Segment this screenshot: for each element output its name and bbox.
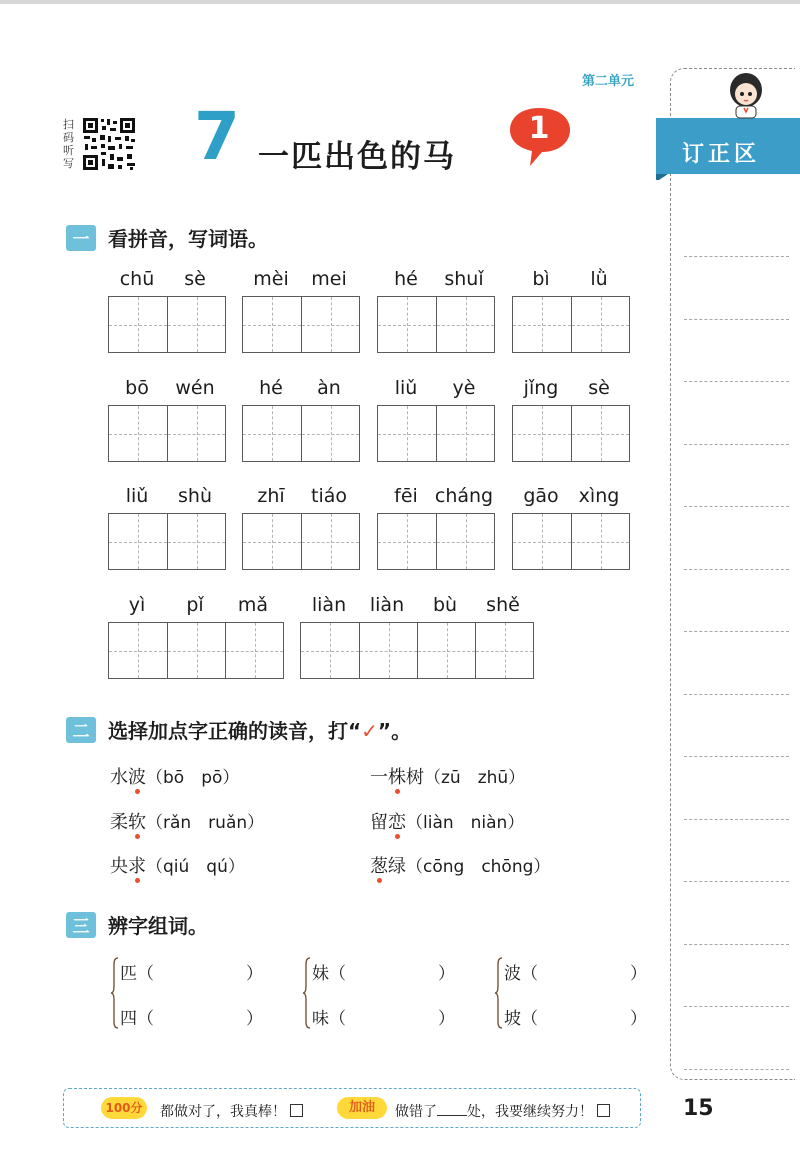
writing-cell[interactable] — [436, 514, 494, 569]
pinyin-syllable: pǐ — [186, 594, 204, 616]
correction-line — [684, 944, 789, 945]
pinyin-syllable: mǎ — [237, 594, 269, 616]
writing-cell[interactable] — [571, 406, 629, 461]
check-mark-icon: ✓ — [361, 719, 378, 743]
writing-cell[interactable] — [571, 514, 629, 569]
correction-line — [684, 1069, 789, 1070]
qr-code-icon[interactable] — [82, 117, 136, 171]
writing-grid[interactable] — [242, 513, 360, 570]
reading-options[interactable]: （qiú qú） — [146, 857, 245, 877]
section-1-title: 看拼音，写词语。 — [108, 227, 268, 251]
writing-grid[interactable] — [108, 513, 226, 570]
pinyin-syllable: bì — [532, 268, 550, 290]
writing-cell[interactable] — [417, 623, 475, 678]
writing-cell[interactable] — [378, 514, 436, 569]
pair-word[interactable]: 四（ — [120, 1009, 154, 1029]
reading-options[interactable]: （liàn niàn） — [406, 813, 525, 833]
reading-options[interactable]: （zū zhū） — [424, 768, 526, 788]
section-2-title — [108, 715, 411, 744]
reading-item — [110, 808, 264, 834]
emphasis-dot — [135, 878, 140, 883]
reading-item — [370, 808, 524, 834]
pinyin-syllable: bù — [432, 594, 458, 616]
writing-cell[interactable] — [109, 514, 167, 569]
writing-cell[interactable] — [475, 623, 533, 678]
writing-cell[interactable] — [359, 623, 417, 678]
writing-cell[interactable] — [436, 406, 494, 461]
correction-line — [684, 819, 789, 820]
full-score-badge: 100分 — [101, 1097, 147, 1119]
writing-cell[interactable] — [378, 406, 436, 461]
pinyin-syllable: shě — [486, 594, 520, 616]
writing-grid[interactable] — [512, 296, 630, 353]
period-number: 1 — [528, 111, 550, 146]
pinyin-syllable: liàn — [369, 594, 405, 616]
self-check-errors-text-b: 处，我要继续努力！ — [467, 1104, 593, 1120]
reading-options[interactable]: （cōng chōng） — [406, 857, 551, 877]
qr-label: 扫码听写 — [63, 118, 74, 170]
writing-grid[interactable] — [512, 405, 630, 462]
correction-line — [684, 756, 789, 757]
writing-cell[interactable] — [109, 623, 167, 678]
pinyin-syllable: mei — [311, 268, 347, 290]
pinyin-syllable: wén — [175, 377, 215, 399]
emphasis-dot — [135, 834, 140, 839]
writing-grid[interactable] — [377, 513, 495, 570]
reading-word: 一株树 — [370, 767, 424, 788]
writing-cell[interactable] — [167, 297, 225, 352]
closing-paren: ） — [630, 964, 647, 984]
writing-cell[interactable] — [436, 297, 494, 352]
pinyin-syllable: àn — [317, 377, 341, 399]
section-3-title: 辨字组词。 — [108, 914, 208, 938]
correction-column — [670, 68, 795, 1080]
pinyin-syllable: jǐng — [523, 377, 559, 399]
writing-cell[interactable] — [301, 514, 359, 569]
writing-cell[interactable] — [301, 623, 359, 678]
pinyin-syllable: yè — [452, 377, 476, 399]
writing-grid[interactable] — [242, 405, 360, 462]
keep-going-badge: 加油 — [337, 1097, 387, 1119]
pinyin-syllable: mèi — [253, 268, 289, 290]
section-1-header — [66, 223, 268, 252]
self-check-good-text: 都做对了，我真棒！ — [160, 1104, 286, 1120]
pinyin-syllable: sè — [588, 377, 610, 399]
self-check-errors-text-a: 做错了 — [395, 1104, 437, 1120]
closing-paren: ） — [246, 1009, 263, 1029]
reading-options[interactable]: （bō pō） — [146, 768, 240, 788]
section-1-badge: 一 — [66, 225, 96, 251]
top-edge — [0, 0, 800, 4]
correction-line — [684, 506, 789, 507]
writing-grid[interactable] — [108, 296, 226, 353]
closing-paren: ） — [630, 1009, 647, 1029]
writing-grid[interactable] — [242, 296, 360, 353]
brace-icon — [110, 956, 120, 1030]
section-2-badge: 二 — [66, 717, 96, 743]
writing-cell[interactable] — [513, 406, 571, 461]
closing-paren: ） — [438, 964, 455, 984]
pinyin-syllable: lǜ — [590, 268, 608, 290]
self-check-errors — [395, 1101, 610, 1121]
writing-cell[interactable] — [513, 297, 571, 352]
writing-cell[interactable] — [243, 514, 301, 569]
writing-grid[interactable] — [108, 405, 226, 462]
correction-line — [684, 1006, 789, 1007]
writing-cell[interactable] — [167, 623, 225, 678]
pinyin-syllable: cháng — [434, 485, 494, 507]
correction-line — [684, 381, 789, 382]
reading-item — [110, 852, 245, 878]
correction-line — [684, 256, 789, 257]
self-check-errors-checkbox[interactable] — [597, 1104, 610, 1117]
section-2-title-suffix: ”。 — [377, 719, 412, 743]
correction-line — [684, 444, 789, 445]
period-badge — [508, 106, 580, 174]
reading-word: 留恋 — [370, 812, 406, 833]
section-2-header — [66, 715, 411, 744]
emphasis-dot — [395, 789, 400, 794]
writing-grid[interactable] — [377, 296, 495, 353]
reading-word: 央求 — [110, 856, 146, 877]
pair-word[interactable]: 波（ — [504, 964, 538, 984]
pinyin-syllable: chū — [119, 268, 155, 290]
pinyin-syllable: bō — [125, 377, 149, 399]
emphasis-dot — [377, 878, 382, 883]
writing-cell[interactable] — [225, 623, 283, 678]
pinyin-syllable: shuǐ — [444, 268, 484, 290]
emphasis-dot — [395, 834, 400, 839]
pinyin-syllable: hé — [259, 377, 283, 399]
writing-cell[interactable] — [243, 406, 301, 461]
pinyin-syllable: yì — [128, 594, 146, 616]
writing-cell[interactable] — [513, 514, 571, 569]
lesson-number: 7 — [194, 98, 240, 175]
writing-grid[interactable] — [108, 622, 284, 679]
correction-line — [684, 631, 789, 632]
pinyin-syllable: shù — [178, 485, 212, 507]
writing-cell[interactable] — [167, 406, 225, 461]
girl-mascot-icon — [722, 70, 770, 120]
reading-word: 水波 — [110, 767, 146, 788]
correction-line — [684, 881, 789, 882]
emphasis-dot — [135, 789, 140, 794]
brace-icon — [302, 956, 312, 1030]
reading-word: 葱绿 — [370, 856, 406, 877]
writing-cell[interactable] — [109, 297, 167, 352]
self-check-good-checkbox[interactable] — [290, 1104, 303, 1117]
closing-paren: ） — [246, 964, 263, 984]
reading-item — [110, 763, 239, 789]
section-3-badge: 三 — [66, 912, 96, 938]
writing-cell[interactable] — [571, 297, 629, 352]
pinyin-syllable: tiáo — [311, 485, 347, 507]
writing-cell[interactable] — [243, 297, 301, 352]
correction-line — [684, 319, 789, 320]
pair-word[interactable]: 味（ — [312, 1009, 346, 1029]
error-count-blank[interactable] — [437, 1105, 467, 1116]
lesson-title: 一匹出色的马 — [258, 139, 456, 175]
writing-cell[interactable] — [301, 406, 359, 461]
correction-line — [684, 694, 789, 695]
writing-cell[interactable] — [301, 297, 359, 352]
pair-word[interactable]: 匹（ — [120, 964, 154, 984]
pinyin-syllable: hé — [394, 268, 418, 290]
writing-grid[interactable] — [377, 405, 495, 462]
correction-label: 订正区 — [682, 142, 761, 167]
reading-word: 柔软 — [110, 812, 146, 833]
correction-line — [684, 569, 789, 570]
writing-cell[interactable] — [378, 297, 436, 352]
reading-item — [370, 763, 525, 789]
writing-grid[interactable] — [512, 513, 630, 570]
writing-grid[interactable] — [300, 622, 534, 679]
brace-icon — [494, 956, 504, 1030]
pair-word[interactable]: 坡（ — [504, 1009, 538, 1029]
pinyin-syllable: xìng — [578, 485, 620, 507]
writing-cell[interactable] — [167, 514, 225, 569]
pinyin-syllable: liǔ — [125, 485, 149, 507]
closing-paren: ） — [438, 1009, 455, 1029]
section-3-header — [66, 910, 208, 939]
reading-options[interactable]: （rǎn ruǎn） — [146, 813, 265, 833]
reading-item — [370, 852, 550, 878]
pinyin-syllable: sè — [184, 268, 206, 290]
pinyin-syllable: liǔ — [394, 377, 418, 399]
writing-cell[interactable] — [109, 406, 167, 461]
pinyin-syllable: fēi — [394, 485, 418, 507]
pinyin-syllable: gāo — [523, 485, 559, 507]
page-number: 15 — [683, 1096, 714, 1121]
pair-word[interactable]: 妹（ — [312, 964, 346, 984]
section-2-title-prefix: 选择加点字正确的读音，打“ — [108, 719, 362, 743]
self-check-good — [160, 1101, 303, 1121]
unit-label: 第二单元 — [582, 74, 635, 89]
pinyin-syllable: zhī — [257, 485, 285, 507]
pinyin-syllable: liàn — [311, 594, 347, 616]
